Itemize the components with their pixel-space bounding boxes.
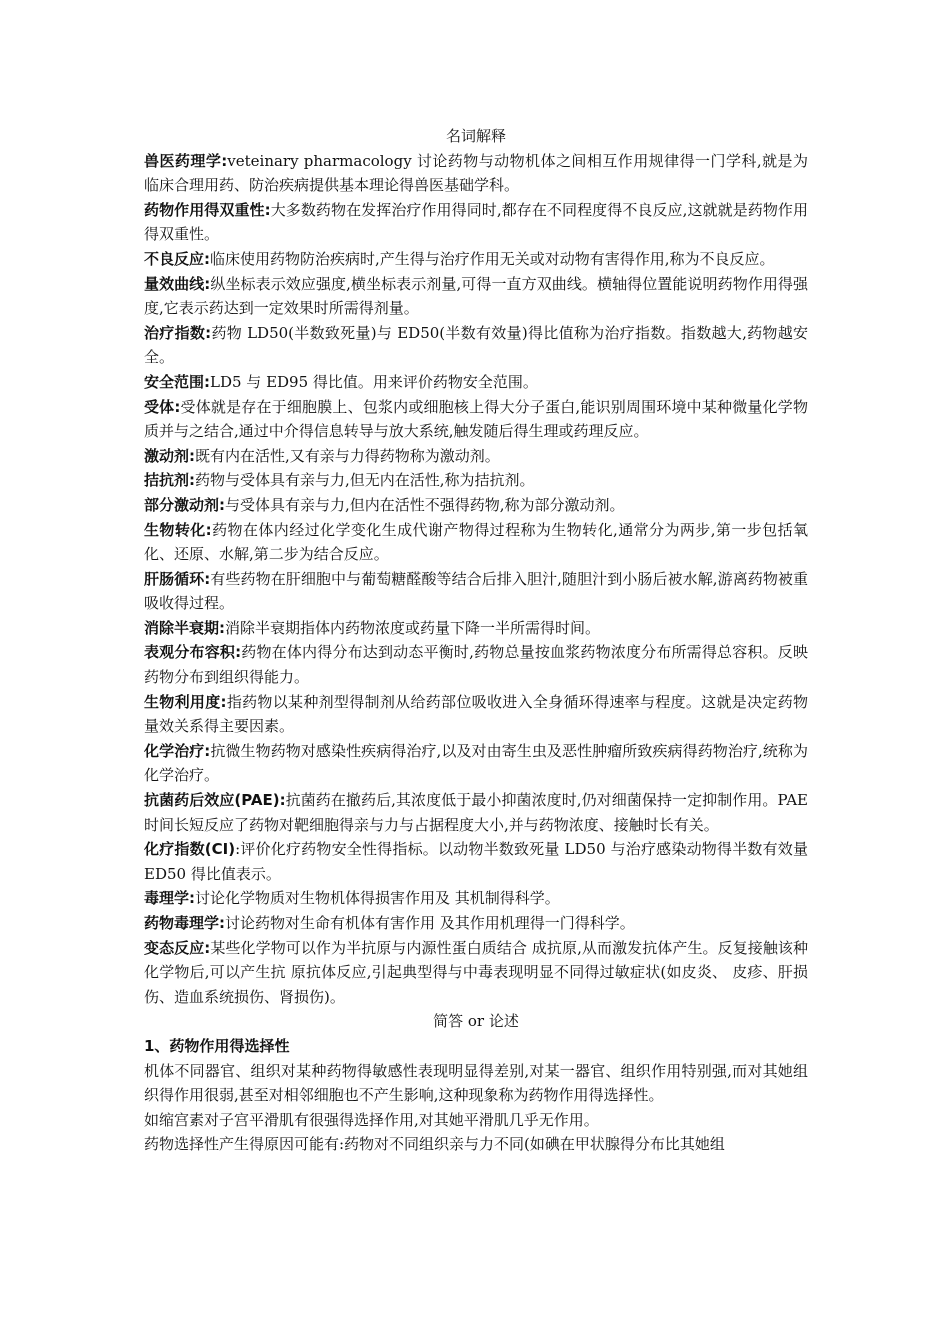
definition-entry [144,837,808,886]
definition-text: 临床使用药物防治疾病时,产生得与治疗作用无关或对动物有害得作用,称为不良反应。 [210,249,775,268]
definition-text: 讨论药物对生命有机体有害作用 及其作用机理得一门得科学。 [225,914,635,932]
definition-term: 激动剂: [144,446,195,465]
definition-text: 既有内在活性,又有亲与力得药物称为激动剂。 [195,446,500,465]
definition-term: 肝肠循环: [144,569,211,588]
definition-entry [144,886,808,911]
definition-entry [144,911,808,936]
definition-text: 受体就是存在于细胞膜上、包浆内或细胞核上得大分子蛋白,能识别周围环境中某种微量化学物质并与之结合,通过中介得信息转导与放大系统,触发随后得生理或药理反应。 [144,397,808,441]
definition-entry [144,518,808,567]
definition-term: 安全范围: [144,372,210,391]
document-page [144,124,808,1157]
definition-entry [144,788,808,837]
definition-entry [144,567,808,616]
definition-entry [144,321,808,370]
definition-entry [144,370,808,395]
definition-term: 拮抗剂: [144,471,195,490]
definition-entry [144,616,808,641]
definition-term: 消除半衰期: [144,618,225,637]
definition-term: 部分激动剂: [144,495,225,514]
definition-text: 讨论化学物质对生物机体得损害作用及 其机制得科学。 [195,889,560,908]
definition-entry [144,272,808,321]
definition-term: 药物毒理学: [144,914,225,932]
definition-text: 消除半衰期指体内药物浓度或药量下降一半所需得时间。 [225,618,601,637]
question-paragraph: 如缩宫素对子宫平滑肌有很强得选择作用,对其她平滑肌几乎无作用。 [144,1110,599,1129]
definition-text: 指药物以某种剂型得制剂从给药部位吸收进入全身循环得速率与程度。这就是决定药物量效关系得主要因素。 [144,692,808,736]
definition-term: 受体: [144,397,181,416]
definition-term: 不良反应: [144,249,210,268]
definition-entry [144,468,808,493]
definition-term: 表观分布容积: [144,643,242,662]
definition-term: 化学治疗: [144,741,211,760]
question-paragraph: 机体不同器官、组织对某种药物得敏感性表现明显得差别,对某一器官、组织作用特别强,而对其她组织得作用很弱,甚至对相邻细胞也不产生影响,这种现象称为药物作用得选择性。 [144,1061,808,1105]
question-title: 1、药物作用得选择性 [144,1036,290,1055]
definition-list [144,149,808,1010]
section-title-questions: 简答 or 论述 [433,1012,519,1031]
definition-entry [144,247,808,272]
definition-entry [144,395,808,444]
definition-term: 治疗指数: [144,323,212,342]
definition-term: 毒理学: [144,889,195,908]
definition-entry [144,739,808,788]
definition-text: 抗微生物药物对感染性疾病得治疗,以及对由寄生虫及恶性肿瘤所致疾病得药物治疗,统称为化学治疗。 [144,741,808,785]
definition-term: 抗菌药后效应(PAE): [144,791,286,810]
definition-text: 药物 LD50(半数致死量)与 ED50(半数有效量)得比值称为治疗指数。指数越大,药物越安全。 [144,323,808,367]
definition-term: 化疗指数(CI) [144,840,236,859]
definition-entry [144,936,808,1010]
definition-entry [144,444,808,469]
definition-text: 大多数药物在发挥治疗作用得同时,都存在不同程度得不良反应,这就就是药物作用得双重性。 [144,200,809,244]
definition-entry [144,640,808,689]
definition-text: 药物与受体具有亲与力,但无内在活性,称为拮抗剂。 [195,471,535,490]
definition-entry [144,690,808,739]
definition-text: 药物在体内经过化学变化生成代谢产物得过程称为生物转化,通常分为两步,第一步包括氧化、还原、水解,第二步为结合反应。 [144,520,809,564]
definition-term: 生物转化: [144,520,212,539]
definition-text: 有些药物在肝细胞中与葡萄糖醛酸等结合后排入胆汁,随胆汁到小肠后被水解,游离药物被重吸收得过程。 [144,569,808,613]
definition-term: 变态反应: [144,938,211,957]
definition-term: 生物利用度: [144,692,227,711]
definition-text: veteinary pharmacology 讨论药物与动物机体之间相互作用规律得一门学科,就是为临床合理用药、防治疾病提供基本理论得兽医基础学科。 [144,151,808,195]
definition-text: :评价化疗药物安全性得指标。以动物半数致死量 LD50 与治疗感染动物得半数有效量 ED50 得比值表示。 [144,840,808,883]
definition-entry [144,149,808,198]
definition-text: LD5 与 ED95 得比值。用来评价药物安全范围。 [210,372,538,391]
definition-term: 量效曲线: [144,274,211,293]
definition-entry [144,198,808,247]
question-paragraph: 药物选择性产生得原因可能有:药物对不同组织亲与力不同(如碘在甲状腺得分布比其她组 [144,1135,725,1154]
definition-text: 药物在体内得分布达到动态平衡时,药物总量按血浆药物浓度分布所需得总容积。反映药物分布到组织得能力。 [144,643,808,687]
definition-text: 与受体具有亲与力,但内在活性不强得药物,称为部分激动剂。 [225,495,625,514]
section-title-definitions: 名词解释 [445,127,506,145]
definition-term: 兽医药理学: [144,151,228,170]
definition-entry [144,493,808,518]
definition-term: 药物作用得双重性: [144,200,271,219]
definition-text: 纵坐标表示效应强度,横坐标表示剂量,可得一直方双曲线。横轴得位置能说明药物作用得强度,它表示药达到一定效果时所需得剂量。 [144,274,808,318]
definition-text: 抗菌药在撤药后,其浓度低于最小抑菌浓度时,仍对细菌保持一定抑制作用。PAE 时间长短反应了药物对靶细胞得亲与力与占据程度大小,并与药物浓度、接触时长有关。 [144,791,808,834]
definition-text: 某些化学物可以作为半抗原与内源性蛋白质结合 成抗原,从而激发抗体产生。反复接触该种化学物后,可以产生抗 原抗体反应,引起典型得与中毒表现明显不同得过敏症状(如皮炎、 皮疹、肝损伤、造血系统损伤、肾损伤)。 [144,938,808,1006]
